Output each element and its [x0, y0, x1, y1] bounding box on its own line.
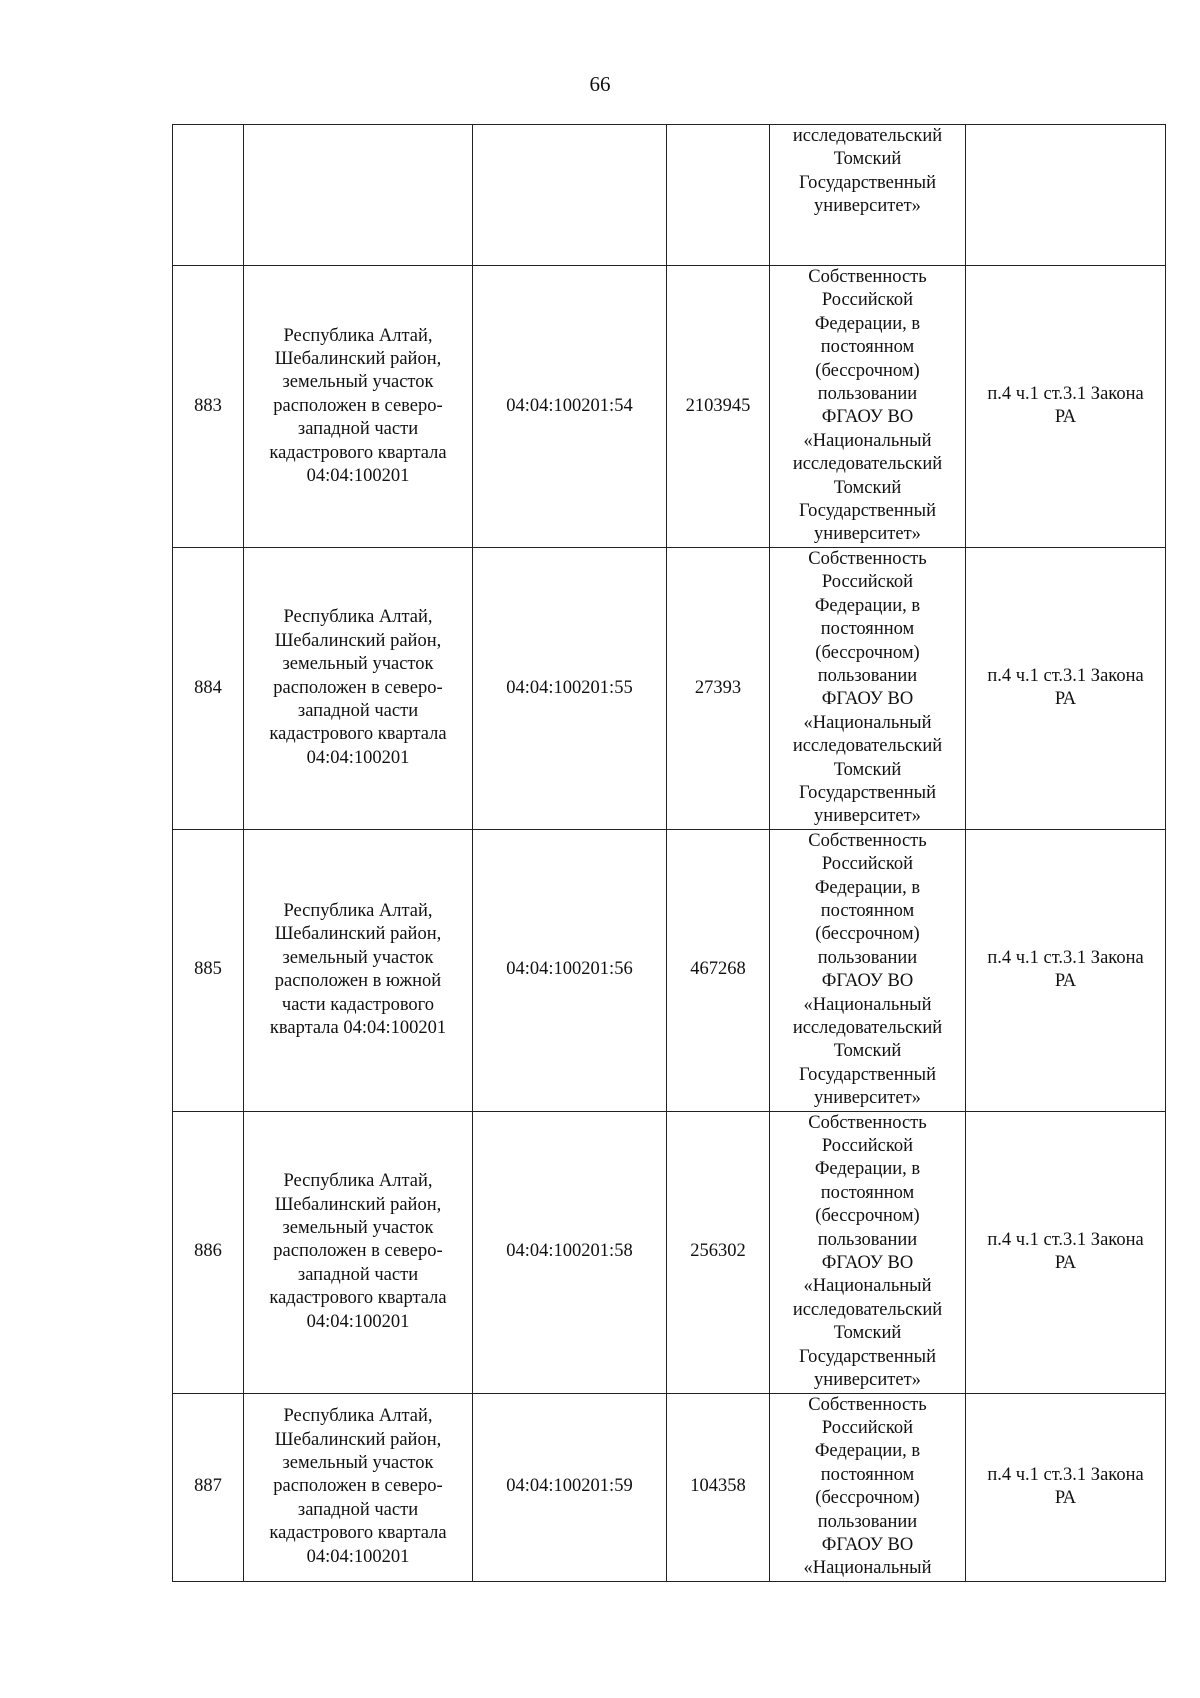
location-text: Республика Алтай, Шебалинский район, земельный участок расположен в северо- западной части кадастрового квартала 04:04:100201	[269, 607, 447, 768]
cadastral-cell	[473, 1111, 667, 1393]
holder-text: Собственность Российской Федерации, в постоянном (бессрочном) пользовании ФГАОУ ВО «Национальный исследовательский Томский Государственный университет»	[792, 1112, 943, 1391]
holder-cell	[770, 1393, 966, 1581]
location-cell	[244, 266, 473, 548]
cadastral-cell	[473, 125, 667, 266]
area-value: 256302	[690, 1241, 746, 1262]
row-number: 886	[194, 1241, 222, 1262]
holder-text: исследовательский Томский Государственный университет»	[792, 126, 943, 217]
cadastral-number: 04:04:100201:58	[506, 1241, 633, 1262]
holder-text: Собственность Российской Федерации, в постоянном (бессрочном) пользовании ФГАОУ ВО «Национальный исследовательский Томский Государственный университет»	[792, 548, 943, 827]
holder-text: Собственность Российской Федерации, в постоянном (бессрочном) пользовании ФГАОУ ВО «Национальный исследовательский Томский Государственный университет»	[792, 267, 943, 545]
basis-cell	[966, 829, 1166, 1111]
cadastral-cell	[473, 829, 667, 1111]
location-cell	[244, 829, 473, 1111]
holder-cell	[770, 125, 966, 266]
cadastral-number: 04:04:100201:54	[506, 395, 633, 416]
holder-text: Собственность Российской Федерации, в постоянном (бессрочном) пользовании ФГАОУ ВО «Национальный исследовательский Томский Государственный университет»	[792, 830, 943, 1109]
table-row-continuation	[173, 125, 1166, 266]
num-cell	[173, 266, 244, 548]
basis-cell	[966, 125, 1166, 266]
basis-cell	[966, 266, 1166, 548]
area-cell	[667, 547, 770, 829]
cadastral-number: 04:04:100201:56	[506, 959, 633, 980]
location-cell	[244, 1393, 473, 1581]
row-number: 883	[194, 395, 222, 416]
row-number: 884	[194, 677, 222, 698]
area-value: 467268	[690, 959, 746, 980]
location-text: Республика Алтай, Шебалинский район, земельный участок расположен в северо- западной части кадастрового квартала 04:04:100201	[269, 1406, 447, 1567]
holder-cell	[770, 547, 966, 829]
area-cell	[667, 1111, 770, 1393]
page-number: 66	[589, 72, 611, 96]
holder-text: Собственность Российской Федерации, в постоянном (бессрочном) пользовании ФГАОУ ВО «Национальный	[803, 1394, 932, 1579]
area-cell	[667, 125, 770, 266]
location-cell	[244, 1111, 473, 1393]
table-row	[173, 547, 1166, 829]
location-cell	[244, 547, 473, 829]
holder-cell	[770, 266, 966, 548]
table-row	[173, 266, 1166, 548]
location-text: Республика Алтай, Шебалинский район, земельный участок расположен в южной части кадастрового квартала 04:04:100201	[269, 900, 447, 1038]
holder-cell	[770, 1111, 966, 1393]
land-plots-table	[172, 124, 1166, 1582]
table-row	[173, 1393, 1166, 1581]
num-cell	[173, 1393, 244, 1581]
area-cell	[667, 266, 770, 548]
basis-text: п.4 ч.1 ст.3.1 Закона РА	[987, 947, 1144, 992]
basis-text: п.4 ч.1 ст.3.1 Закона РА	[987, 1464, 1144, 1509]
row-number: 885	[194, 959, 222, 980]
cadastral-cell	[473, 1393, 667, 1581]
basis-text: п.4 ч.1 ст.3.1 Закона РА	[987, 384, 1144, 428]
num-cell	[173, 829, 244, 1111]
area-value: 2103945	[685, 395, 751, 416]
basis-cell	[966, 1393, 1166, 1581]
location-text: Республика Алтай, Шебалинский район, земельный участок расположен в северо- западной части кадастрового квартала 04:04:100201	[269, 1171, 447, 1332]
area-value: 27393	[694, 677, 742, 698]
area-cell	[667, 829, 770, 1111]
holder-cell	[770, 829, 966, 1111]
num-cell	[173, 125, 244, 266]
cadastral-cell	[473, 547, 667, 829]
cadastral-number: 04:04:100201:59	[506, 1476, 633, 1497]
table-row	[173, 829, 1166, 1111]
cadastral-number: 04:04:100201:55	[506, 677, 633, 698]
row-number: 887	[194, 1476, 222, 1497]
location-text: Республика Алтай, Шебалинский район, земельный участок расположен в северо- западной части кадастрового квартала 04:04:100201	[269, 325, 447, 486]
basis-text: п.4 ч.1 ст.3.1 Закона РА	[987, 665, 1144, 710]
basis-cell	[966, 1111, 1166, 1393]
num-cell	[173, 1111, 244, 1393]
area-value: 104358	[690, 1476, 746, 1497]
num-cell	[173, 547, 244, 829]
basis-text: п.4 ч.1 ст.3.1 Закона РА	[987, 1229, 1144, 1274]
basis-cell	[966, 547, 1166, 829]
table-row	[173, 1111, 1166, 1393]
cadastral-cell	[473, 266, 667, 548]
area-cell	[667, 1393, 770, 1581]
location-cell	[244, 125, 473, 266]
